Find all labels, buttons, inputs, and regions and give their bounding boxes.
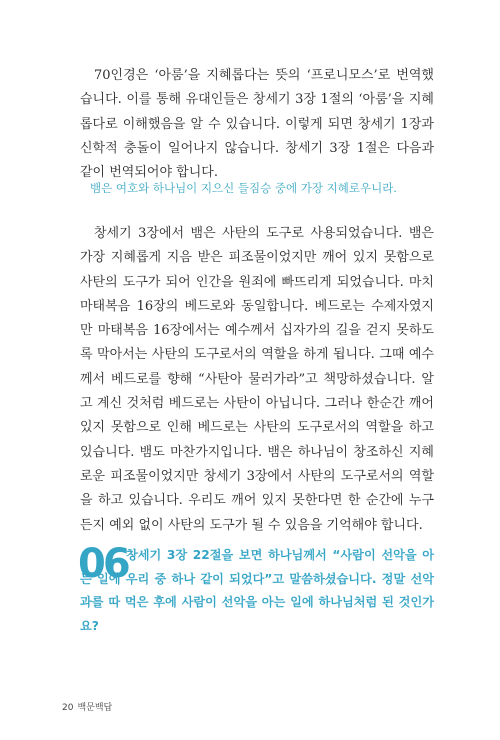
question-text: 창세기 3장 22절을 보면 하나님께서 “사람이 선악을 아는 일에 우리 중 하나 같이 되었다”고 말씀하셨습니다. 정말 선악과를 따 먹은 후에 사람이 선악을 아는 일에 하나님처럼 된 것인가요? (80, 548, 434, 633)
scripture-quote: 뱀은 여호와 하나님이 지으신 들짐승 중에 가장 지혜로우니라. (90, 181, 397, 195)
question-number: 06 (78, 541, 128, 587)
body-paragraph-1: 70인경은 ‘아룸’을 지혜롭다는 뜻의 ‘프로니모스’로 번역했습니다. 이를 통해 유대인들은 창세기 3장 1절의 ‘아룸’을 지혜롭다로 이해했음을 알 수 있습니다. 이렇게 되면 창세기 1장과 신학적 충돌이 일어나지 않습니다. 창세기 3장 1절은 다음과 같이 번역되어야 합니다. (80, 68, 434, 181)
running-title: 백문백답 (77, 703, 113, 713)
question-block (78, 541, 434, 633)
page-number: 20 (62, 703, 74, 713)
body-paragraph-2: 창세기 3장에서 뱀은 사탄의 도구로 사용되었습니다. 뱀은 가장 지혜롭게 지음 받은 피조물이었지만 깨어 있지 못함으로 사탄의 도구가 되어 인간을 원죄에 빠뜨리게 되었습니다. 마치 마태복음 16장의 베드로와 동일합니다. 베드로는 수제자였지만 마태복음 16장에서는 예수께서 십자가의 길을 걷지 못하도록 막아서는 사탄의 도구로서의 역할을 하게 됩니다. 그때 예수께서 베드로를 향해 “사탄아 물러가라”고 책망하셨습니다. 알고 계신 것처럼 베드로는 사탄이 아닙니다. 그러나 한순간 깨어 있지 못함으로 인해 베드로는 사탄의 도구로서의 역할을 하고 있습니다. 뱀도 마찬가지입니다. 뱀은 하나님이 창조하신 지혜로운 피조물이었지만 창세기 3장에서 사탄의 도구로서의 역할을 하고 있습니다. 우리도 깨어 있지 못한다면 한 순간에 누구든지 예외 없이 사탄의 도구가 될 수 있음을 기억해야 합니다. (80, 226, 434, 533)
page-footer (62, 702, 112, 714)
